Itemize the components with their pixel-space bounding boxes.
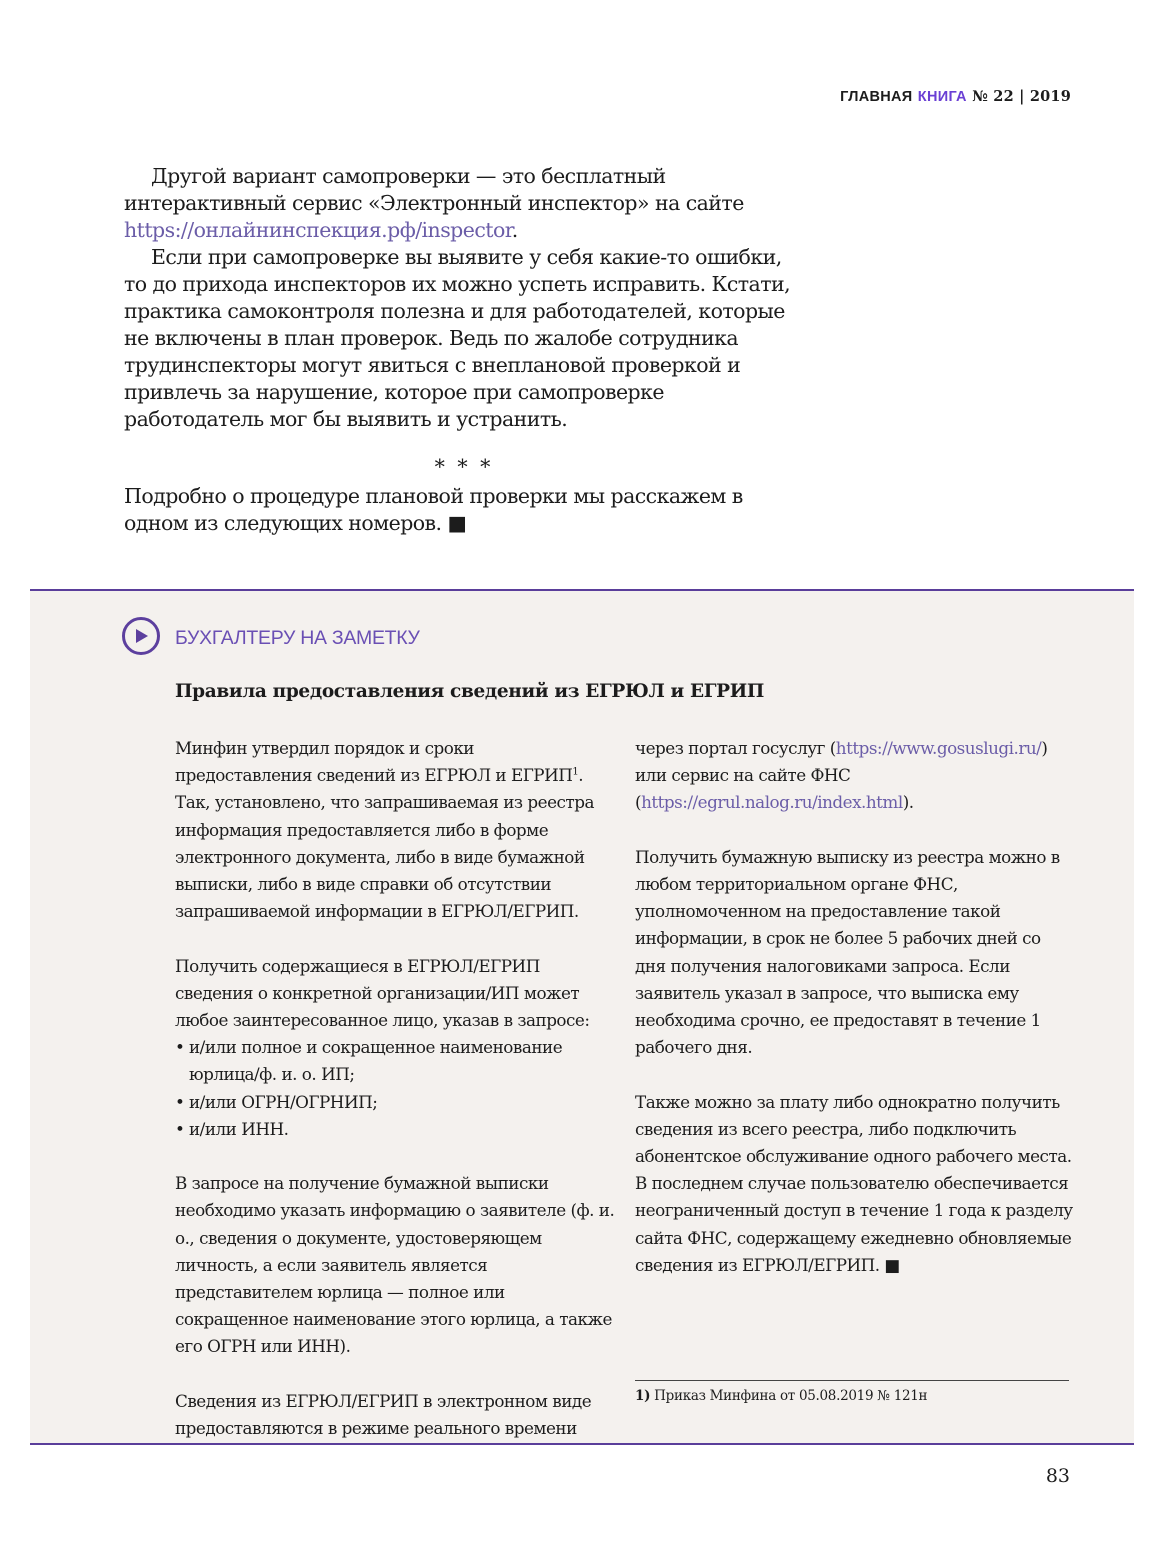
footnote-divider (635, 1380, 1069, 1381)
footnote-number: 1) (635, 1388, 651, 1404)
magazine-name: ГЛАВНАЯ (840, 89, 913, 105)
paragraph: Сведения из ЕГРЮЛ/ЕГРИП в электронном виде предоставляются в режиме реального времени (175, 1390, 592, 1439)
list-item: • и/или ОГРН/ОГРНИП; (175, 1089, 615, 1116)
section-separator: * * * (434, 455, 494, 479)
footnote (635, 1388, 927, 1404)
gosuslugi-link[interactable]: https://www.gosuslugi.ru/ (835, 738, 1042, 758)
running-header (840, 88, 1071, 105)
paragraph: Получить содержащиеся в ЕГРЮЛ/ЕГРИП сведения о конкретной организации/ИП может любое заинтересованное лицо, указав в запросе: (175, 955, 590, 1031)
paragraph-text: . (511, 218, 518, 242)
footnote-ref[interactable]: 1 (572, 766, 579, 778)
paragraph: В запросе на получение бумажной выписки необходимо указать информацию о заявителе (ф. и. о., сведения о документе, удостоверяющем личность, а если заявитель является представителем юрлица — полное или сокращенное наименование этого юрлица, а также его ОГРН или ИНН). (175, 1173, 615, 1357)
note-title: Правила предоставления сведений из ЕГРЮЛ и ЕГРИП (175, 681, 764, 702)
paragraph-text: ) или сервис на сайте ФНС ( (635, 738, 1048, 813)
paragraph: Получить бумажную выписку из реестра можно в любом территориальном органе ФНС, уполномоченном на предоставление такой информации, в срок не более 5 рабочих дней со дня получения налоговиками запроса. Если заявитель указал в запросе, что выписка ему необходима срочно, ее предоставят в течение 1 рабочего дня. (635, 846, 1060, 1058)
paragraph-text: Другой вариант самопроверки — это бесплатный интерактивный сервис «Электронный инспектор» на сайте (124, 164, 744, 215)
list-item: • и/или ИНН. (175, 1116, 615, 1143)
paragraph-text: через портал госуслуг ( (635, 738, 836, 758)
note-label: БУХГАЛТЕРУ НА ЗАМЕТКУ (175, 627, 420, 649)
play-icon (122, 617, 160, 655)
paragraph: Также можно за плату либо однократно получить сведения из всего реестра, либо подключить абонентское обслуживание одного рабочего места. В последнем случае пользователю обеспечивается неограниченный доступ в течение 1 года к разделу сайта ФНС, содержащему ежедневно обновляемые сведения из ЕГРЮЛ/ЕГРИП. ■ (635, 1091, 1073, 1275)
note-right-column (635, 735, 1075, 1306)
paragraph (124, 163, 804, 244)
paragraph (175, 735, 615, 925)
page-number: 83 (1045, 1465, 1070, 1487)
paragraph-text: . Так, установлено, что запрашиваемая из реестра информация предоставляется либо в форме электронного документа, либо в виде бумажной выписки, либо в виде справки об отсутствии запрашиваемой информации в ЕГРЮЛ/ЕГРИП. (175, 765, 594, 922)
paragraph: Если при самопроверке вы выявите у себя какие-то ошибки, то до прихода инспекторов их можно успеть исправить. Кстати, практика самоконтроля полезна и для работодателей, которые не включены в план проверок. Ведь по жалобе сотрудника трудинспекторы могут явиться с внеплановой проверкой и привлечь за нарушение, которое при самопроверке работодатель мог бы выявить и устранить. (124, 245, 791, 431)
article-body (124, 163, 804, 537)
egrul-link[interactable]: https://egrul.nalog.ru/index.html (641, 792, 903, 813)
accountant-note-box (30, 589, 1134, 1445)
closing-paragraph: Подробно о процедуре плановой проверки мы расскажем в одном из следующих номеров. ■ (124, 484, 743, 535)
paragraph-text: ). (902, 792, 914, 813)
note-left-column (175, 735, 615, 1469)
inspector-link[interactable]: https://онлайнинспекция.рф/inspector (124, 218, 512, 242)
paragraph (635, 735, 1075, 817)
list-item: • и/или полное и сокращенное наименование юрлица/ф. и. о. ИП; (175, 1034, 615, 1088)
paragraph-text: Минфин утвердил порядок и сроки предоставления сведений из ЕГРЮЛ и ЕГРИП (175, 738, 573, 786)
issue-info: № 22 | 2019 (966, 88, 1071, 105)
magazine-name-accent: КНИГА (917, 89, 967, 105)
bullet-list (175, 1034, 615, 1143)
footnote-text: Приказ Минфина от 05.08.2019 № 121н (650, 1388, 928, 1404)
